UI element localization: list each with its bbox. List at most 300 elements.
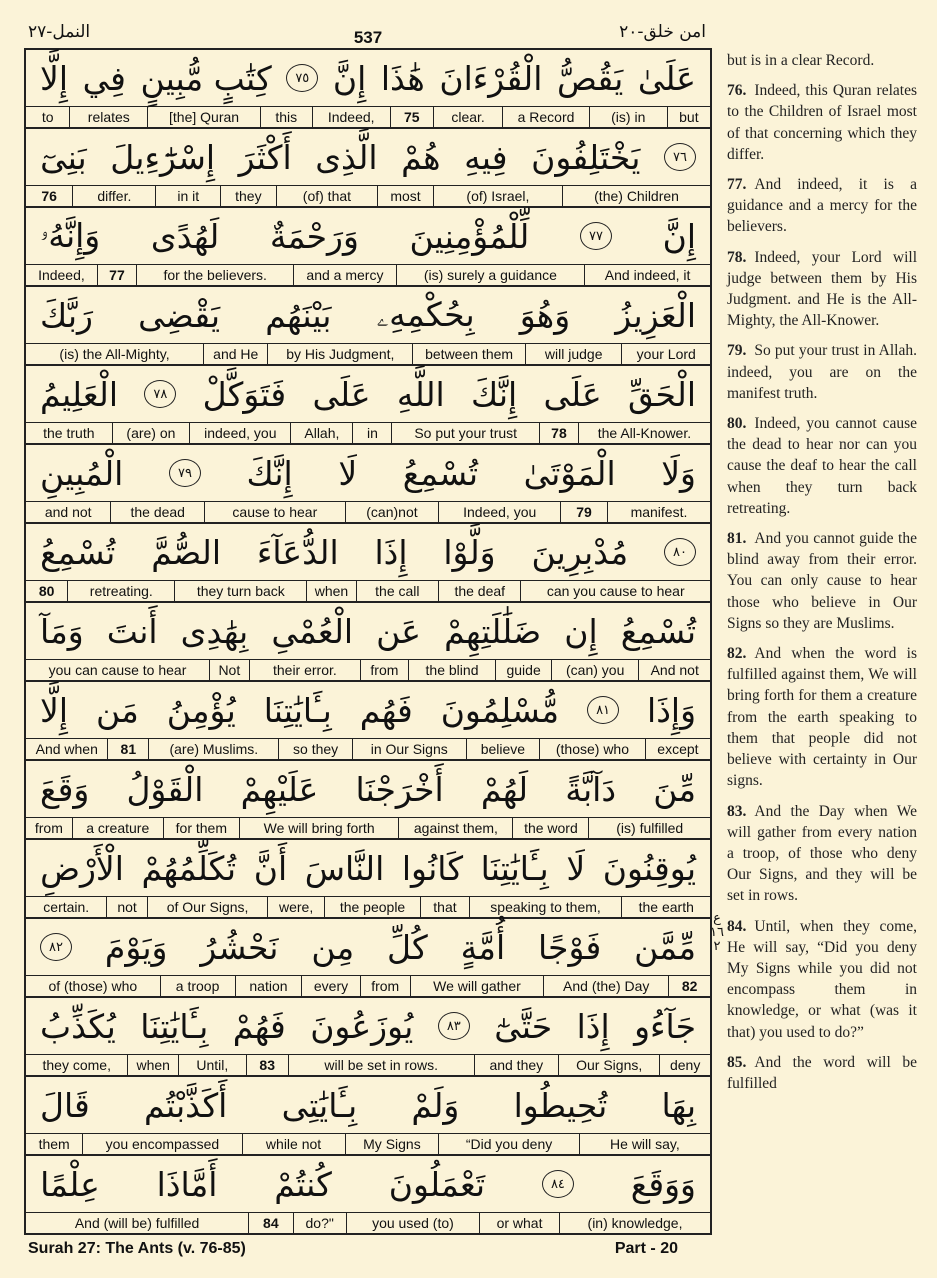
gloss-cell: (of) Israel, — [433, 186, 562, 206]
translation-verse — [727, 643, 917, 791]
gloss-cell: (can)not — [345, 502, 439, 522]
gloss-cell: (are) on — [112, 423, 190, 443]
arabic-word: الَّذِى — [315, 137, 378, 177]
arabic-word: الْمَوْتَىٰ — [523, 453, 616, 493]
page-footer — [28, 1240, 708, 1262]
gloss-cell: [the] Quran — [147, 107, 260, 127]
arabic-word: إِذَا — [576, 1006, 610, 1046]
arabic-word: عِلْمًا — [40, 1164, 100, 1204]
gloss-cell: every — [301, 976, 359, 996]
english-gloss-line — [26, 422, 710, 443]
verse-row — [26, 445, 710, 524]
arabic-word: لَهُمْ — [480, 769, 529, 809]
arabic-word: بِـَٔايَٰتِنَا — [140, 1006, 209, 1046]
translation-verse — [727, 80, 917, 165]
arabic-word: وَمَآ — [40, 611, 84, 651]
arabic-word: وَيَوْمَ — [104, 927, 168, 967]
translation-text: And indeed, it is a guidance and a mercy for the believers. — [727, 176, 917, 236]
gloss-cell: the word — [512, 818, 588, 838]
arabic-word: مِّنَ — [653, 769, 696, 809]
gloss-cell: not — [106, 897, 146, 917]
translation-verse — [727, 174, 917, 238]
arabic-word: تُسْمِعُ — [620, 611, 696, 651]
gloss-cell: And (the) Day — [543, 976, 668, 996]
arabic-word: بِـَٔايَٰتِنَا — [263, 690, 332, 730]
arabic-line — [26, 129, 710, 185]
gloss-cell: and not — [44, 504, 92, 520]
gloss-cell: by His Judgment, — [267, 344, 412, 364]
translation-verse — [727, 801, 917, 907]
translation-text: And you cannot guide the blind away from their error. You can only cause to hear those who believe in Our Signs so they are Muslims. — [727, 530, 917, 632]
ayah-number-marker: ٧٦ — [664, 143, 696, 171]
gloss-cell: can you cause to hear — [520, 581, 710, 601]
gloss-cell: in Our Signs — [352, 739, 466, 759]
arabic-word: فَتَوَكَّلْ — [202, 374, 287, 414]
arabic-word: هَٰذَا — [380, 58, 425, 98]
gloss-cell: (the) Children — [562, 186, 710, 206]
verse-row — [26, 682, 710, 761]
arabic-line — [26, 445, 710, 501]
arabic-word: بِـَٔايَٰتِنَا — [480, 848, 549, 888]
gloss-cell: in — [352, 423, 391, 443]
arabic-word: عَلَى — [312, 374, 371, 414]
gloss-cell: the blind — [408, 660, 495, 680]
gloss-cell: while not — [242, 1134, 345, 1154]
translation-verse-number: 76. — [727, 82, 747, 100]
gloss-cell: for the believers. — [136, 265, 293, 285]
translation-verse-number: 85. — [727, 1053, 747, 1071]
gloss-cell: Not — [209, 660, 249, 680]
gloss-cell: Our Signs, — [558, 1055, 659, 1075]
gloss-cell: (in) knowledge, — [559, 1213, 710, 1233]
gloss-cell: the All-Knower. — [578, 423, 710, 443]
arabic-word: يُوقِنُونَ — [602, 848, 696, 888]
arabic-word: كَانُوا — [401, 848, 464, 888]
translation-verse — [727, 916, 917, 1043]
arabic-word: أَكَذَّبْتُم — [144, 1085, 228, 1125]
arabic-word: تُسْمِعُ — [402, 453, 478, 493]
arabic-word: يُوزَعُونَ — [310, 1006, 414, 1046]
translation-verse-number: 77. — [727, 176, 747, 194]
arabic-word: أَنَّ — [253, 848, 288, 888]
gloss-cell: will judge — [525, 344, 622, 364]
gloss-cell: the earth — [621, 897, 710, 917]
arabic-word: مُّسْلِمُونَ — [440, 690, 560, 730]
arabic-word: فَهُم — [359, 690, 413, 730]
ayah-number-marker: ٨٢ — [40, 933, 72, 961]
gloss-verse-number: 79 — [560, 502, 607, 522]
gloss-cell: And when — [35, 741, 98, 757]
verse-row — [26, 998, 710, 1077]
gloss-cell: a creature — [72, 818, 163, 838]
arabic-line — [26, 761, 710, 817]
arabic-word: إِلَّا — [40, 58, 69, 98]
gloss-cell: (is) fulfilled — [588, 818, 710, 838]
verse-row — [26, 761, 710, 840]
gloss-verse-number: 83 — [246, 1055, 288, 1075]
gloss-cell: speaking to them, — [469, 897, 622, 917]
arabic-word: أُمَّةٍ — [460, 927, 506, 967]
arabic-word: تُكَلِّمُهُمْ — [141, 848, 237, 888]
gloss-cell: manifest. — [607, 502, 710, 522]
ayah-number-marker: ٨٠ — [664, 538, 696, 566]
translation-text: Until, when they come, He will say, “Did you deny My Signs while you did not encompass them in knowledge, or what (was it that) you used to do?” — [727, 917, 917, 1041]
arabic-word: هُمْ — [401, 137, 441, 177]
translation-verse — [727, 50, 917, 71]
translation-verse-number: 82. — [727, 645, 747, 663]
gloss-cell: My Signs — [345, 1134, 439, 1154]
gloss-cell: the deaf — [438, 581, 520, 601]
arabic-word: أَكْثَرَ — [238, 137, 292, 177]
page-number: 537 — [353, 28, 383, 47]
arabic-word: إِنَّ — [662, 216, 696, 256]
arabic-word: حَتَّىٰٓ — [494, 1006, 553, 1046]
arabic-word: وَلَمْ — [411, 1085, 460, 1125]
gloss-cell: (is) the All-Mighty, — [59, 346, 170, 362]
arabic-word: اللَّهِ — [396, 374, 445, 414]
gloss-cell: but — [667, 107, 710, 127]
gloss-cell: guide — [495, 660, 551, 680]
english-gloss-line — [26, 106, 710, 127]
arabic-word: الدُّعَآءَ — [256, 532, 339, 572]
arabic-word: وَإِنَّهُۥ — [40, 216, 101, 255]
gloss-cell: nation — [235, 976, 302, 996]
ayah-number-marker: ٨٤ — [542, 1170, 574, 1198]
english-gloss-line — [26, 343, 710, 364]
gloss-cell: of Our Signs, — [147, 897, 268, 917]
arabic-word: ضَلَٰلَتِهِمْ — [444, 611, 542, 651]
arabic-word: مَن — [95, 690, 139, 730]
arabic-word: إِنَّكَ — [246, 453, 293, 493]
gloss-cell: when — [127, 1055, 178, 1075]
gloss-cell: do?" — [293, 1213, 346, 1233]
translation-verse-number: 84. — [727, 917, 747, 935]
gloss-cell: (are) Muslims. — [148, 739, 278, 759]
ayah-number-marker: ٧٩ — [169, 459, 201, 487]
arabic-word: الْقَوْلُ — [126, 769, 204, 809]
arabic-word: لَا — [566, 848, 586, 888]
verse-row — [26, 1077, 710, 1156]
arabic-line — [26, 524, 710, 580]
arabic-word: نَحْشُرُ — [200, 927, 279, 967]
gloss-cell: of (those) who — [48, 978, 138, 994]
english-gloss-line — [26, 975, 710, 996]
arabic-word: عَن — [376, 611, 421, 651]
translation-verse — [727, 340, 917, 404]
arabic-word: يَقُصُّ — [556, 58, 624, 98]
gloss-cell: He will say, — [579, 1134, 710, 1154]
gloss-cell: (can) you — [551, 660, 638, 680]
arabic-word: فِي — [82, 58, 126, 98]
arabic-word: رَبَّكَ — [40, 295, 93, 335]
arabic-word: مُدْبِرِينَ — [531, 532, 629, 572]
arabic-line — [26, 208, 710, 264]
arabic-word: بَنِىٓ — [40, 137, 87, 177]
arabic-word: إِنَّكَ — [471, 374, 518, 414]
gloss-cell: clear. — [433, 107, 502, 127]
arabic-word: فَوْجًا — [537, 927, 602, 967]
arabic-word: قَالَ — [40, 1085, 90, 1125]
arabic-word: أَخْرَجْنَا — [355, 769, 444, 809]
arabic-word: يُؤْمِنُ — [166, 690, 236, 730]
gloss-cell: Allah, — [290, 423, 352, 443]
gloss-cell: were, — [267, 897, 323, 917]
arabic-word: يُكَذِّبُ — [40, 1006, 116, 1046]
english-gloss-line — [26, 659, 710, 680]
translation-column — [727, 50, 917, 1103]
arabic-word: وَهُوَ — [519, 295, 571, 335]
gloss-cell: will be set in rows. — [288, 1055, 474, 1075]
ayah-number-marker: ٨٣ — [438, 1012, 470, 1040]
arabic-word: تَعْمَلُونَ — [388, 1164, 486, 1204]
arabic-line — [26, 998, 710, 1054]
arabic-word: الْأَرْضِ — [40, 848, 124, 888]
arabic-word: الْعَزِيزُ — [615, 295, 696, 335]
gloss-cell: retreating. — [67, 581, 174, 601]
english-gloss-line — [26, 1212, 710, 1233]
translation-verse-number: 79. — [727, 342, 747, 360]
arabic-line — [26, 366, 710, 422]
translation-text: but is in a clear Record. — [727, 52, 875, 69]
translation-text: So put your trust in Allah. indeed, you are on the manifest truth. — [727, 342, 917, 402]
gloss-cell: and a mercy — [293, 265, 395, 285]
arabic-word: إِذَا — [374, 532, 408, 572]
arabic-line — [26, 840, 710, 896]
arabic-word: لَا — [338, 453, 358, 493]
arabic-word: مِّمَّن — [634, 927, 696, 967]
gloss-cell: between them — [412, 344, 525, 364]
gloss-verse-number: 75 — [390, 107, 433, 127]
page-header — [24, 22, 712, 48]
english-gloss-line — [26, 580, 710, 601]
arabic-word: إِسْرَٰٓءِيلَ — [110, 137, 216, 177]
arabic-word: أَمَّاذَا — [156, 1164, 218, 1204]
gloss-cell: deny — [659, 1055, 710, 1075]
translation-verse-number: 80. — [727, 415, 747, 433]
arabic-line — [26, 287, 710, 343]
arabic-word: وَرَحْمَةٌ — [269, 216, 359, 256]
gloss-cell: So put your trust — [391, 423, 539, 443]
english-gloss-line — [26, 185, 710, 206]
translation-verse — [727, 413, 917, 519]
arabic-line — [26, 603, 710, 659]
arabic-word: لَهُدًى — [150, 216, 220, 256]
arabic-word: تُسْمِعُ — [40, 532, 116, 572]
gloss-cell: We will gather — [410, 976, 543, 996]
translation-verse-number: 83. — [727, 802, 747, 820]
verse-row — [26, 287, 710, 366]
ayah-number-marker: ٧٨ — [144, 380, 176, 408]
arabic-word: يَخْتَلِفُونَ — [531, 137, 641, 177]
translation-verse — [727, 528, 917, 634]
arabic-word: إِلَّا — [40, 690, 68, 730]
gloss-cell: for them — [163, 818, 239, 838]
gloss-cell: they — [220, 186, 275, 206]
surah-label-arabic: النمل-٢٧ — [28, 22, 91, 42]
gloss-cell: relates — [69, 107, 147, 127]
arabic-word: كُلِّ — [387, 927, 428, 967]
gloss-cell: against them, — [398, 818, 512, 838]
translation-text: And the word will be fulfilled — [727, 1053, 917, 1092]
english-gloss-line — [26, 817, 710, 838]
gloss-cell: you used (to) — [346, 1213, 479, 1233]
arabic-word: دَآبَّةً — [565, 769, 617, 809]
gloss-cell: a Record — [502, 107, 589, 127]
arabic-word: الْمُبِينِ — [40, 453, 124, 493]
arabic-word: النَّاسَ — [304, 848, 385, 888]
arabic-word: الْعُمْىِ — [271, 611, 354, 651]
arabic-word: يَقْضِى — [138, 295, 221, 335]
part-label: Part - 20 — [614, 1240, 678, 1257]
gloss-cell: And (will be) fulfilled — [74, 1215, 200, 1231]
arabic-word: جَآءُو — [634, 1006, 696, 1046]
arabic-word: إِنَّ — [332, 58, 367, 98]
arabic-word: عَلَىٰ — [637, 58, 696, 98]
ruku-marker: ع ١٦ ٢ — [710, 911, 724, 954]
arabic-word: أَنتَ — [106, 611, 158, 651]
gloss-cell: Indeed, — [38, 267, 85, 283]
gloss-cell: and He — [203, 344, 267, 364]
arabic-word: بِـَٔايَٰتِى — [281, 1085, 358, 1125]
translation-text: Indeed, your Lord will judge between them by His Judgment. and He is the All-Mighty, the All-Knower. — [727, 248, 917, 330]
arabic-line — [26, 919, 710, 975]
word-by-word-grid — [24, 48, 712, 1235]
arabic-word: كِتَٰبٍ مُّبِينٍ — [140, 58, 272, 98]
gloss-cell: the truth — [43, 425, 95, 441]
translation-verse — [727, 247, 917, 332]
verse-row — [26, 366, 710, 445]
gloss-cell: this — [260, 107, 312, 127]
gloss-cell: from — [34, 820, 63, 836]
english-gloss-line — [26, 738, 710, 759]
verse-row — [26, 1156, 710, 1233]
gloss-cell: your Lord — [621, 344, 710, 364]
gloss-cell: certain. — [43, 899, 90, 915]
gloss-cell: they turn back — [174, 581, 306, 601]
ayah-number-marker: ٧٧ — [580, 222, 612, 250]
arabic-line — [26, 1077, 710, 1133]
ayah-number-marker: ٧٥ — [286, 64, 318, 92]
arabic-word: وَوَقَعَ — [630, 1164, 696, 1204]
translation-verse — [727, 1052, 917, 1094]
gloss-cell: you can cause to hear — [48, 662, 187, 678]
arabic-word: وَلَّوْا — [443, 532, 496, 572]
gloss-cell: and they — [474, 1055, 558, 1075]
arabic-line — [26, 682, 710, 738]
gloss-cell: a troop — [160, 976, 235, 996]
verse-row — [26, 50, 710, 129]
gloss-cell: (is) surely a guidance — [396, 265, 585, 285]
translation-text: Indeed, you cannot cause the dead to hear nor can you cause the deaf to hear the call when they turn back retreating. — [727, 415, 917, 517]
arabic-word: بِهَٰدِى — [180, 611, 249, 651]
arabic-word: عَلَيْهِمْ — [240, 769, 319, 809]
gloss-cell: Until, — [178, 1055, 246, 1075]
gloss-cell: cause to hear — [204, 502, 345, 522]
gloss-cell: that — [420, 897, 468, 917]
gloss-cell: believe — [466, 739, 539, 759]
gloss-cell: their error. — [249, 660, 360, 680]
gloss-cell: most — [377, 186, 432, 206]
gloss-cell: in it — [155, 186, 220, 206]
english-gloss-line — [26, 501, 710, 522]
juz-label-arabic: امن خلق-٢٠ — [619, 22, 706, 42]
translation-text: And when the word is fulfilled against them, We will bring forth for them a creature from the earth speaking to them that people did not believe with certainty in Our signs. — [727, 645, 917, 790]
verse-row — [26, 208, 710, 287]
arabic-word: إِن — [564, 611, 598, 651]
english-gloss-line — [26, 1054, 710, 1075]
gloss-cell: so they — [278, 739, 351, 759]
arabic-line — [26, 50, 710, 106]
arabic-word: كُنتُمْ — [274, 1164, 332, 1204]
arabic-line — [26, 1156, 710, 1212]
ayah-number-marker: ٨١ — [587, 696, 619, 724]
verse-row — [26, 129, 710, 208]
gloss-cell: the dead — [110, 502, 204, 522]
gloss-cell: (those) who — [539, 739, 645, 759]
gloss-verse-number: 80 — [38, 583, 55, 599]
arabic-word: بِهَا — [661, 1085, 696, 1125]
verse-row — [26, 919, 710, 998]
gloss-cell: them — [38, 1136, 70, 1152]
gloss-verse-number: 76 — [41, 188, 57, 204]
gloss-cell: the people — [324, 897, 421, 917]
arabic-word: الْعَلِيمُ — [40, 374, 119, 414]
surah-title: Surah 27: The Ants (v. 76-85) — [28, 1240, 246, 1257]
gloss-cell: indeed, you — [189, 423, 290, 443]
gloss-cell: “Did you deny — [438, 1134, 579, 1154]
gloss-cell: Indeed, — [312, 107, 390, 127]
gloss-cell: And not — [638, 660, 710, 680]
gloss-cell: And indeed, it — [584, 265, 710, 285]
arabic-word: بَيْنَهُم — [265, 295, 332, 335]
translation-verse-number: 78. — [727, 248, 747, 266]
gloss-cell: you encompassed — [82, 1134, 241, 1154]
english-gloss-line — [26, 896, 710, 917]
arabic-word: فَهُمْ — [232, 1006, 286, 1046]
translation-verse-number: 81. — [727, 530, 747, 548]
gloss-cell: (of) that — [276, 186, 378, 206]
translation-text: And the Day when We will gather from every nation a troop, of those who deny Our Signs, and they will be set in rows. — [727, 802, 917, 905]
arabic-word: مِن — [311, 927, 355, 967]
gloss-cell: Indeed, you — [438, 502, 560, 522]
arabic-word: بِحُكْمِهِۦ — [376, 295, 475, 334]
gloss-cell: the call — [356, 581, 438, 601]
verse-row — [26, 603, 710, 682]
gloss-cell: We will bring forth — [239, 818, 399, 838]
gloss-verse-number: 81 — [107, 739, 148, 759]
gloss-cell: except — [645, 739, 710, 759]
gloss-verse-number: 77 — [97, 265, 136, 285]
gloss-cell: from — [360, 976, 410, 996]
gloss-cell: from — [360, 660, 408, 680]
arabic-word: تُحِيطُوا — [513, 1085, 608, 1125]
arabic-word: وَلَا — [661, 453, 696, 493]
verse-row — [26, 840, 710, 919]
arabic-word: عَلَى — [543, 374, 602, 414]
gloss-verse-number: 82 — [668, 976, 710, 996]
verse-row — [26, 524, 710, 603]
gloss-verse-number: 78 — [539, 423, 578, 443]
gloss-cell: to — [41, 109, 54, 125]
gloss-cell: differ. — [72, 186, 155, 206]
gloss-cell: or what — [479, 1213, 559, 1233]
arabic-word: وَقَعَ — [40, 769, 90, 809]
gloss-cell: they come, — [42, 1057, 111, 1073]
arabic-word: فِيهِ — [464, 137, 508, 177]
arabic-word: الصُّمَّ — [151, 532, 221, 572]
arabic-word: لِّلْمُؤْمِنِينَ — [409, 216, 530, 256]
gloss-verse-number: 84 — [248, 1213, 292, 1233]
